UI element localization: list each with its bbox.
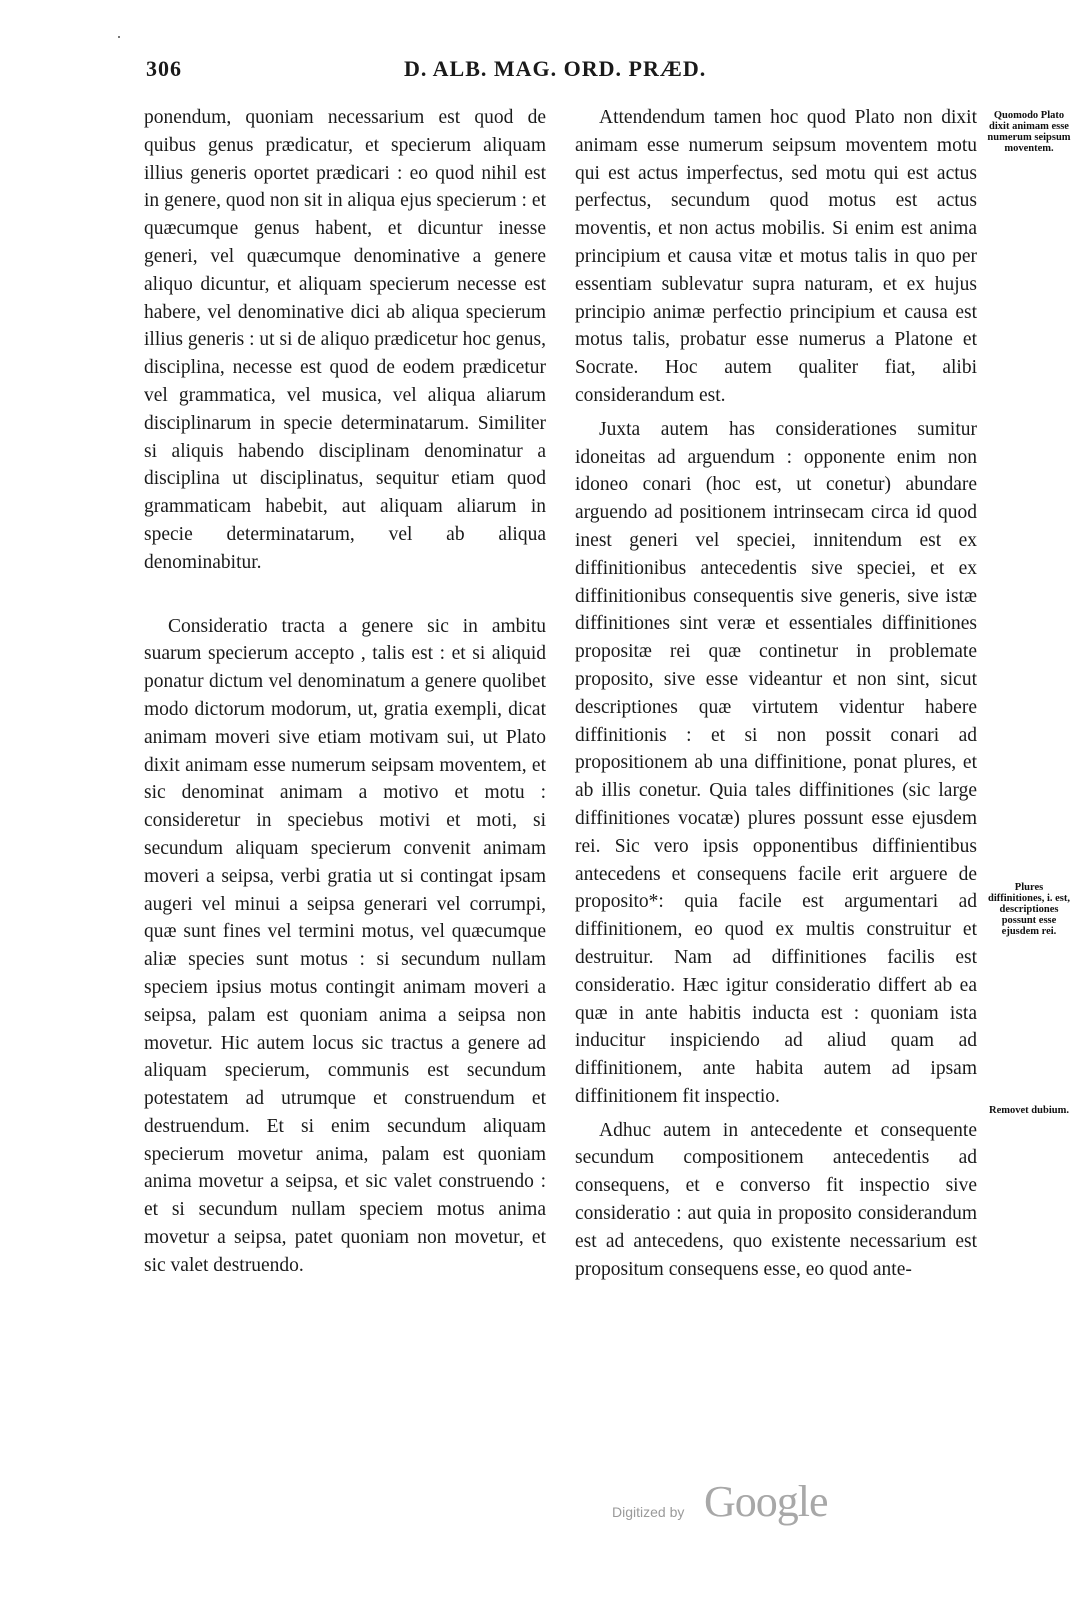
digitized-label: Digitized by bbox=[612, 1504, 685, 1520]
marginal-note: Plures diffinitiones, i. est, descriptiones possunt esse ejusdem rei. bbox=[988, 882, 1070, 937]
page-header bbox=[0, 56, 1090, 90]
paragraph: Attendendum tamen hoc quod Plato non dixit animam esse numerum seipsum moventem motu qui est actus imperfectus, sed motu qui est actus perfectus, secundum quod motus est actus moventis, et non actus mobilis. Si enim est anima principium et causa vitæ et motus talis in quo per essentiam sublevatur supra naturam, et ex hujus principio animæ perfectio principium et causa est motus talis, probatur esse numerus a Platone et Socrate. Hoc autem qualiter fiat, alibi considerandum est. bbox=[575, 107, 977, 406]
google-logo: Google bbox=[704, 1477, 828, 1526]
scan-speck bbox=[118, 36, 120, 38]
left-column bbox=[144, 104, 546, 1280]
paragraph: Juxta autem has considerationes sumitur idoneitas ad arguendum : opponente enim non idoneo conari (hoc est, ut conetur) abundare arguendo ad positionem intrinsecam circa id quod inest generi vel speciei, innitendum est ex diffinitionibus antecedentis sive speciei, et ex diffinitionibus consequentis sive generis, sive istæ diffinitiones sint veræ et essentiales diffinitiones propositæ rei quæ continetur in problemate proposito, sive esse videantur et non sint, sicut descriptiones quæ virtutem videntur habere diffinitionis : et si non possit conari ad propositionem ab una diffinitione, ponat plures, et ab illis conetur. Quia tales diffinitiones (sic large diffinitiones vocatæ) plures possunt esse ejusdem rei. Sic vero ipsis opponentibus diffinientibus antecedens et consequens facile erit arguere de proposito*: quia facile est argumentari ad diffinitionem, eo quod ex multis construitur et destruitur. Nam ad diffinitiones facilis est consideratio. Hæc igitur consideratio differt ab ea quæ in ante habitis inducta est : quoniam ista inducitur inspiciendo ad aliud quam ad diffinitionem, ante habita autem ad ipsam diffinitionem fit inspectio. bbox=[575, 418, 977, 1107]
running-head: D. ALB. MAG. ORD. PRÆD. bbox=[404, 56, 707, 81]
marginal-note: Removet dubium. bbox=[989, 1105, 1069, 1116]
right-column bbox=[575, 104, 977, 1283]
page-number: 306 bbox=[146, 56, 182, 81]
paragraph: Consideratio tracta a genere sic in ambitu suarum specierum accepto , talis est : et si aliquid ponatur dictum vel denominatum a genere quolibet modo dictorum modorum, ut, gratia exempli, dicat animam moveri sive etiam motivam sui, ut Plato dixit animam esse numerum seipsam moventem, et sic denominat animam a motivo et motu : consideretur in speciebus motivi et moti, si secundum aliquam specierum convenit animam moveri a seipsa, verbi gratia ut si contingat ipsam augeri vel minui a seipsa generari vel corrumpi, quæ sunt fines vel termini motus, vel quæcumque aliæ species sunt motus : si secundum nullam speciem ipsius motus contingit animam moveri a seipsa, palam est quoniam anima a seipsa non movetur. Hic autem locus sic tractus a genere ad aliquam specierum, communis est secundum potestatem ad utrumque et construendum et destruendum. Et si enim secundum aliquam specierum movetur anima, palam est quoniam anima movetur a seipsa, et sic valet construendo : et si secundum nullam speciem motus anima movetur a seipsa, patet quoniam non movetur, et sic valet destruendo. bbox=[144, 615, 546, 1276]
marginal-note: Quomodo Plato dixit animam esse numerum seipsum moventem. bbox=[987, 110, 1071, 154]
digitization-watermark bbox=[612, 1476, 852, 1536]
paragraph: ponendum, quoniam necessarium est quod de quibus genus prædicatur, et specierum aliquam illius generis oportet prædicari : eo quod nihil est in genere, quod non sit in aliqua ejus specierum : et quæcumque genus habent, et dicuntur inesse generi, vel quæcumque denominative a genere aliquo dicuntur, et aliquam specierum necesse est habere, vel denominative dici ab aliqua specierum illius generis : ut si de aliquo prædicetur hoc genus, disciplina, necesse est quod de eodem prædicetur vel grammatica, vel musica, vel aliqua aliarum disciplinarum in specie determinatarum. Similiter si aliquis habendo disciplinam denominatur a disciplina ut disciplinatus, sequitur etiam quod grammaticam habebit, aut aliquam aliarum in specie determinatarum, vel ab aliqua denominabitur. bbox=[144, 107, 546, 573]
paragraph: Adhuc autem in antecedente et consequente secundum compositionem antecedentis ad consequens, et e converso fit inspectio sive consideratio : aut quia in proposito considerandum est ad antecedens, quo existente necessarium est propositum consequens esse, eo quod ante- bbox=[575, 1119, 977, 1280]
